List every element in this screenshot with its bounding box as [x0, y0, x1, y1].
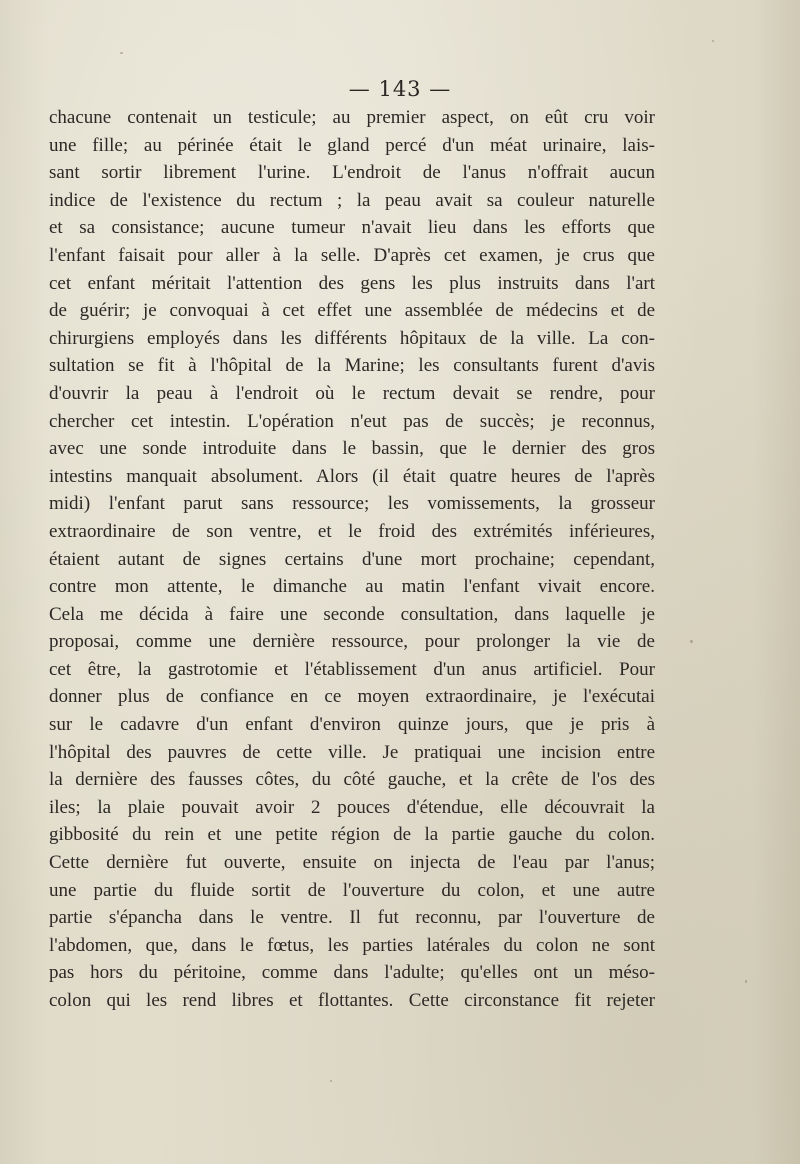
text-line: d'ouvrir la peau à l'endroit où le rectum devait se rendre, pour [49, 382, 655, 404]
paper-speck [745, 980, 747, 983]
body-text [49, 104, 655, 1015]
text-line: et sa consistance; aucune tumeur n'avait lieu dans les efforts que [49, 217, 655, 239]
text-line: l'enfant faisait pour aller à la selle. D'après cet examen, je crus que [49, 244, 655, 266]
text-line: gibbosité du rein et une petite région de la partie gauche du colon. [49, 824, 655, 846]
text-line: iles; la plaie pouvait avoir 2 pouces d'étendue, elle découvrait la [49, 796, 655, 818]
text-line: sant sortir librement l'urine. L'endroit de l'anus n'offrait aucun [49, 162, 655, 184]
text-line: partie s'épancha dans le ventre. Il fut reconnu, par l'ouverture de [49, 907, 655, 929]
paper-speck [330, 1080, 332, 1082]
paper-speck [712, 40, 714, 42]
text-line: avec une sonde introduite dans le bassin, que le dernier des gros [49, 438, 655, 460]
text-line: chercher cet intestin. L'opération n'eut pas de succès; je reconnus, [49, 410, 655, 432]
text-line: la dernière des fausses côtes, du côté gauche, et la crête de l'os des [49, 769, 655, 791]
page-number: — 143 — [348, 77, 452, 101]
text-line: pas hors du péritoine, comme dans l'adulte; qu'elles ont un méso- [49, 962, 655, 984]
text-line: étaient autant de signes certains d'une mort prochaine; cependant, [49, 548, 655, 570]
text-line: de guérir; je convoquai à cet effet une assemblée de médecins et de [49, 300, 655, 322]
text-line: contre mon attente, le dimanche au matin l'enfant vivait encore. [49, 576, 655, 598]
text-line: proposai, comme une dernière ressource, pour prolonger la vie de [49, 631, 655, 653]
paper-speck [120, 52, 123, 54]
text-line: extraordinaire de son ventre, et le froid des extrémités inférieures, [49, 520, 655, 542]
text-line: cet enfant méritait l'attention des gens les plus instruits dans l'art [49, 272, 655, 294]
text-line: l'abdomen, que, dans le fœtus, les parties latérales du colon ne sont [49, 934, 655, 956]
text-line: colon qui les rend libres et flottantes. Cette circonstance fit rejeter [49, 990, 655, 1011]
paper-speck [690, 640, 693, 643]
text-line: sur le cadavre d'un enfant d'environ quinze jours, que je pris à [49, 714, 655, 736]
text-line: cet être, la gastrotomie et l'établissement d'un anus artificiel. Pour [49, 658, 655, 680]
text-line: sultation se fit à l'hôpital de la Marine; les consultants furent d'avis [49, 355, 655, 377]
text-line: indice de l'existence du rectum ; la peau avait sa couleur naturelle [49, 189, 655, 211]
text-line: l'hôpital des pauvres de cette ville. Je pratiquai une incision entre [49, 741, 655, 763]
text-line: intestins manquait absolument. Alors (il était quatre heures de l'après [49, 465, 655, 487]
text-line: midi) l'enfant parut sans ressource; les vomissements, la grosseur [49, 493, 655, 515]
text-line: donner plus de confiance en ce moyen extraordinaire, je l'exécutai [49, 686, 655, 708]
text-line: chirurgiens employés dans les différents hôpitaux de la ville. La con- [49, 327, 655, 349]
text-line: une partie du fluide sortit de l'ouverture du colon, et une autre [49, 879, 655, 901]
text-line: Cela me décida à faire une seconde consultation, dans laquelle je [49, 603, 655, 625]
text-line: chacune contenait un testicule; au premier aspect, on eût cru voir [49, 107, 655, 128]
text-line: une fille; au périnée était le gland percé d'un méat urinaire, lais- [49, 134, 655, 156]
text-line: Cette dernière fut ouverte, ensuite on injecta de l'eau par l'anus; [49, 852, 655, 874]
